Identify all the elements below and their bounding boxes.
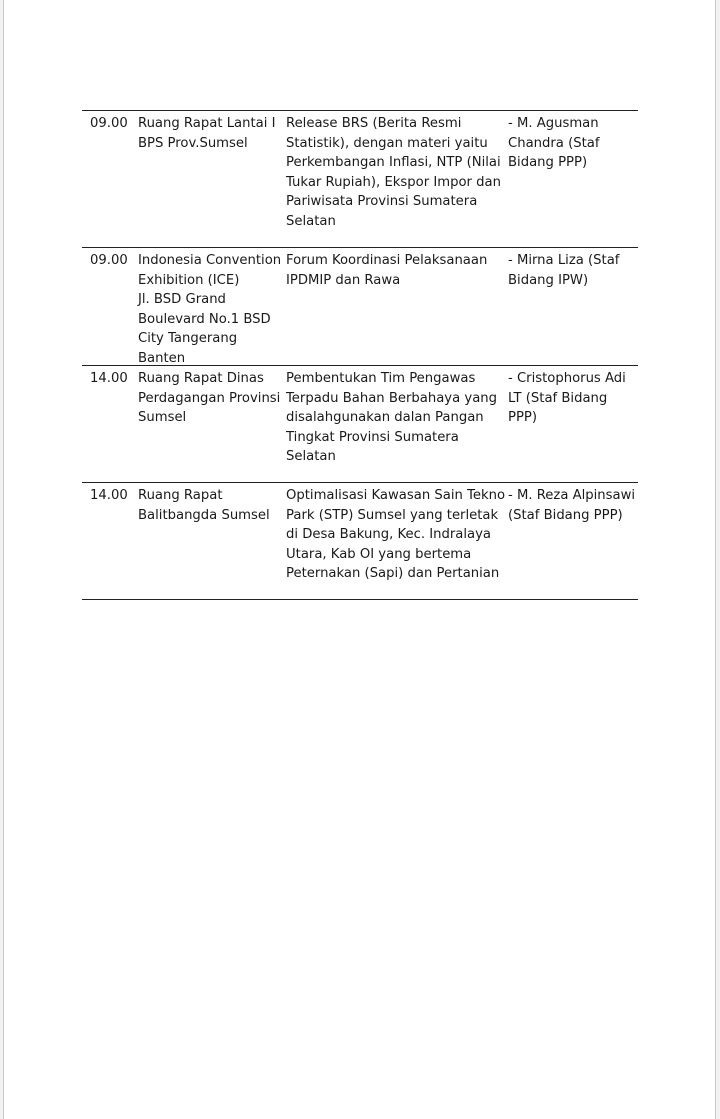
- place-cell: Ruang Rapat Balitbangda Sumsel: [138, 488, 270, 523]
- activity-cell: Pembentukan Tim Pengawas Terpadu Bahan Berbahaya yang disalahgunakan dalan Pangan Tingkat Provinsi Sumatera Selatan: [286, 371, 498, 464]
- activity-cell: Release BRS (Berita Resmi Statistik), dengan materi yaitu Perkembangan Inflasi, NTP (Nilai Tukar Rupiah), Ekspor Impor dan Pariwisata Provinsi Sumatera Selatan: [286, 116, 501, 229]
- schedule-table: [82, 110, 638, 600]
- staff-cell: - Cristophorus Adi LT (Staf Bidang PPP): [508, 371, 626, 425]
- place-cell: Indonesia Convention Exhibition (ICE) Jl. BSD Grand Boulevard No.1 BSD City Tangerang Banten: [138, 253, 282, 366]
- activity-cell: Forum Koordinasi Pelaksanaan IPDMIP dan Rawa: [286, 253, 488, 288]
- place-cell: Ruang Rapat Lantai I BPS Prov.Sumsel: [138, 116, 276, 151]
- table-row: [82, 110, 638, 247]
- staff-cell: - M. Reza Alpinsawi (Staf Bidang PPP): [508, 488, 636, 523]
- staff-cell: - Mirna Liza (Staf Bidang IPW): [508, 253, 620, 288]
- time-cell: 14.00: [90, 371, 128, 386]
- table-row: [82, 247, 638, 365]
- time-cell: 09.00: [90, 253, 128, 268]
- time-cell: 14.00: [90, 488, 128, 503]
- staff-cell: - M. Agusman Chandra (Staf Bidang PPP): [508, 116, 600, 170]
- activity-cell: Optimalisasi Kawasan Sain Tekno Park (STP) Sumsel yang terletak di Desa Bakung, Kec. Indralaya Utara, Kab OI yang bertema Peternakan (Sapi) dan Pertanian: [286, 488, 506, 581]
- table-row: [82, 482, 638, 599]
- document-page: [3, 0, 716, 1119]
- place-cell: Ruang Rapat Dinas Perdagangan Provinsi Sumsel: [138, 371, 281, 425]
- time-cell: 09.00: [90, 116, 128, 131]
- table-row: [82, 365, 638, 482]
